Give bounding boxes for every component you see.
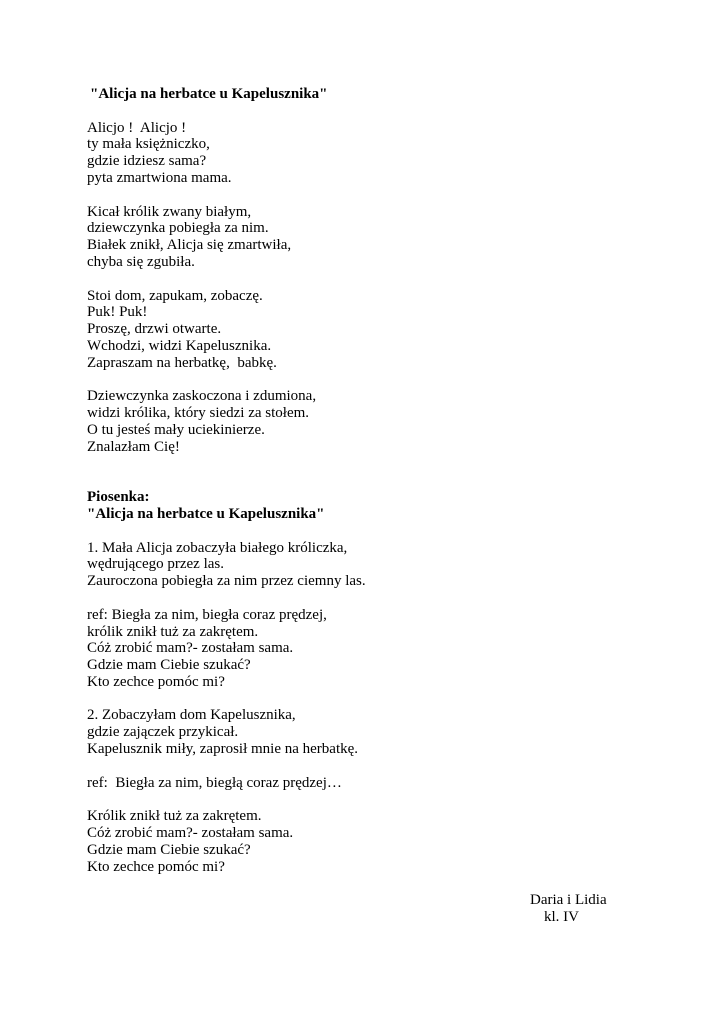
song-line: Kto zechce pomóc mi? (87, 673, 225, 690)
spacer (87, 758, 647, 775)
poem-line: O tu jesteś mały uciekinierze. (87, 421, 265, 438)
poem-line: dziewczynka pobiegła za nim. (87, 220, 269, 237)
poem-line: gdzie idziesz sama? (87, 153, 207, 170)
poem-line: Alicjo ! Alicjo ! (87, 119, 187, 136)
signature-class: kl. IV (544, 909, 579, 925)
poem-line: Proszę, drzwi otwarte. (87, 321, 222, 338)
song-verse-1 (87, 540, 647, 590)
poem-line: ty mała księżniczko, (87, 136, 210, 153)
song-line: Gdzie mam Ciebie szukać? (87, 841, 251, 858)
spacer (87, 456, 647, 473)
song-line: ref: Biegła za nim, biegła coraz prędzej, (87, 606, 327, 623)
document-body (87, 86, 647, 875)
spacer (87, 691, 647, 708)
song-verse-2 (87, 707, 647, 757)
song-line: wędrującego przez las. (87, 556, 225, 573)
song-ending (87, 808, 647, 875)
spacer (87, 472, 647, 489)
poem-line: Wchodzi, widzi Kapelusznika. (87, 337, 272, 354)
song-heading: Piosenka: (87, 489, 150, 506)
song-title: "Alicja na herbatce u Kapelusznika" (87, 505, 325, 522)
poem-stanza-2 (87, 204, 647, 271)
signature-block (530, 892, 650, 926)
spacer (87, 103, 647, 120)
poem-title: "Alicja na herbatce u Kapelusznika" (90, 86, 328, 102)
song-line: gdzie zajączek przykicał. (87, 724, 239, 741)
poem-line: Dziewczynka zaskoczona i zdumiona, (87, 388, 317, 405)
spacer (87, 791, 647, 808)
song-line: 1. Mała Alicja zobaczyła białego króliczka, (87, 539, 348, 556)
poem-line: Kicał królik zwany białym, (87, 203, 252, 220)
song-line: Gdzie mam Ciebie szukać? (87, 657, 251, 674)
poem-line: widzi królika, który siedzi za stołem. (87, 405, 310, 422)
song-line: 2. Zobaczyłam dom Kapelusznika, (87, 707, 296, 724)
song-line: Kto zechce pomóc mi? (87, 858, 225, 875)
signature-authors: Daria i Lidia (530, 892, 607, 908)
song-refrain-2: ref: Biegła za nim, biegłą coraz prędzej… (87, 774, 342, 791)
song-line: Królik znikł tuż za zakrętem. (87, 808, 262, 825)
poem-stanza-3 (87, 288, 647, 372)
song-refrain-1 (87, 607, 647, 691)
poem-line: Puk! Puk! (87, 304, 148, 321)
song-line: Cóż zrobić mam?- zostałam sama. (87, 640, 294, 657)
song-line: Kapelusznik miły, zaprosił mnie na herbatkę. (87, 741, 359, 758)
spacer (87, 271, 647, 288)
song-line: królik znikł tuż za zakrętem. (87, 623, 259, 640)
poem-line: pyta zmartwiona mama. (87, 169, 232, 186)
poem-line: Zapraszam na herbatkę, babkę. (87, 354, 277, 371)
poem-line: Białek znikł, Alicja się zmartwiła, (87, 237, 292, 254)
spacer (87, 523, 647, 540)
spacer (87, 372, 647, 389)
song-line: Zauroczona pobiegła za nim przez ciemny las. (87, 573, 366, 590)
poem-stanza-1 (87, 120, 647, 187)
spacer (87, 590, 647, 607)
poem-stanza-4 (87, 388, 647, 455)
poem-line: chyba się zgubiła. (87, 253, 195, 270)
spacer (87, 187, 647, 204)
poem-line: Stoi dom, zapukam, zobaczę. (87, 287, 263, 304)
poem-line: Znalazłam Cię! (87, 438, 180, 455)
song-line: Cóż zrobić mam?- zostałam sama. (87, 825, 294, 842)
